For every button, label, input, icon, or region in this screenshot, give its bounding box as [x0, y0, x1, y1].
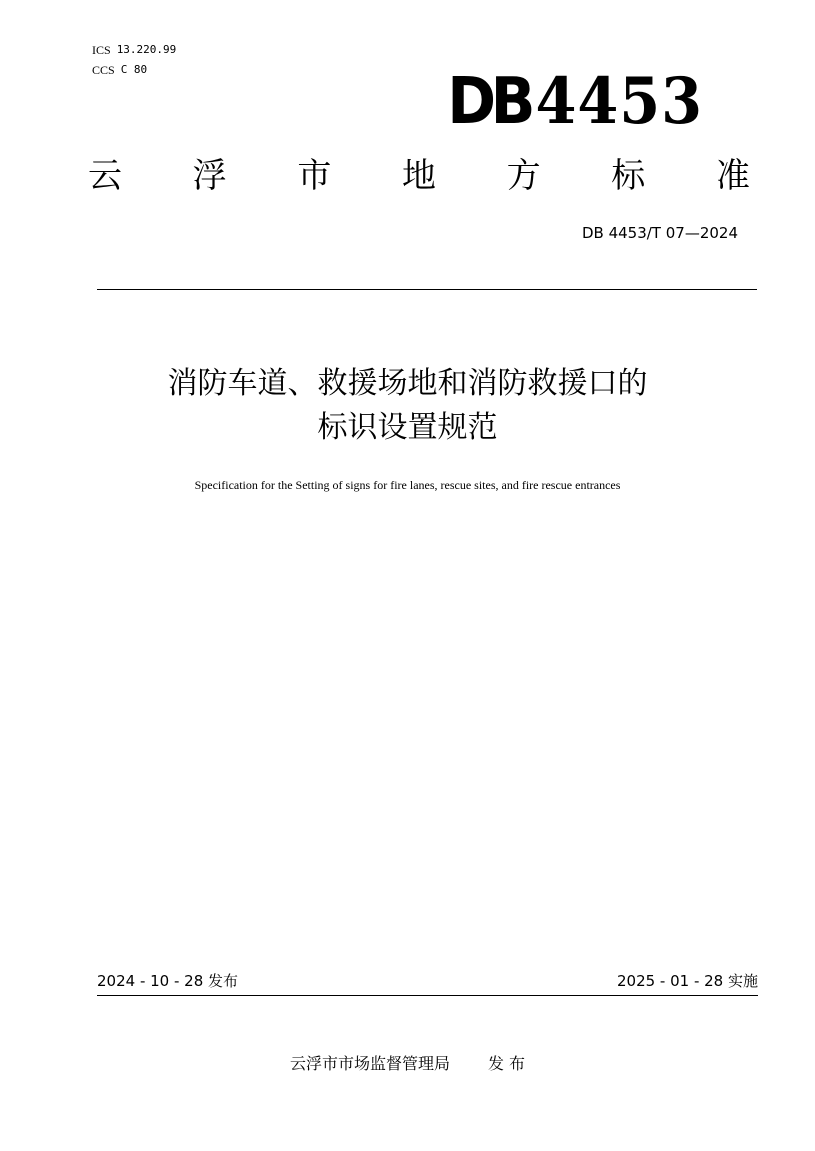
- ics-value: 13.220.99: [116, 43, 177, 56]
- classification-codes: [92, 40, 176, 80]
- ics-label: ICS: [92, 43, 111, 57]
- bottom-divider: [97, 995, 758, 996]
- ics-code: [92, 40, 176, 60]
- implementation-date: 2025 - 01 - 28 实施: [616, 972, 758, 990]
- standard-type-char: 云: [88, 156, 122, 196]
- issue-date: 2024 - 10 - 28 发布: [97, 972, 239, 990]
- db-logo-prefix: DB: [447, 65, 530, 139]
- ccs-code: [92, 60, 176, 80]
- publisher-action: 发 布: [487, 1054, 526, 1073]
- db-logo: [447, 66, 703, 138]
- top-divider: [97, 289, 757, 290]
- standard-type-char: 准: [715, 156, 750, 196]
- publisher-org: 云浮市市场监督管理局: [289, 1054, 450, 1073]
- ccs-label: CCS: [92, 63, 115, 77]
- ccs-value: C 80: [120, 63, 148, 76]
- standard-type-char: 地: [401, 156, 436, 196]
- db-logo-number: 4453: [535, 64, 703, 139]
- standard-type-char: 浮: [192, 156, 227, 196]
- english-title: Specification for the Setting of signs for fire lanes, rescue sites, and fire rescue entrances: [194, 478, 621, 492]
- standard-type-heading: [88, 152, 750, 200]
- document-title: [0, 362, 815, 450]
- standard-number: DB 4453/T 07—2024: [581, 224, 738, 242]
- title-line-1: 消防车道、救援场地和消防救援口的: [167, 366, 648, 401]
- standard-type-char: 方: [506, 156, 541, 196]
- standard-type-char: 标: [611, 156, 646, 196]
- publisher-line: [0, 1052, 815, 1076]
- date-row: [97, 970, 758, 992]
- standard-type-char: 市: [297, 156, 332, 196]
- title-line-2: 标识设置规范: [317, 410, 498, 445]
